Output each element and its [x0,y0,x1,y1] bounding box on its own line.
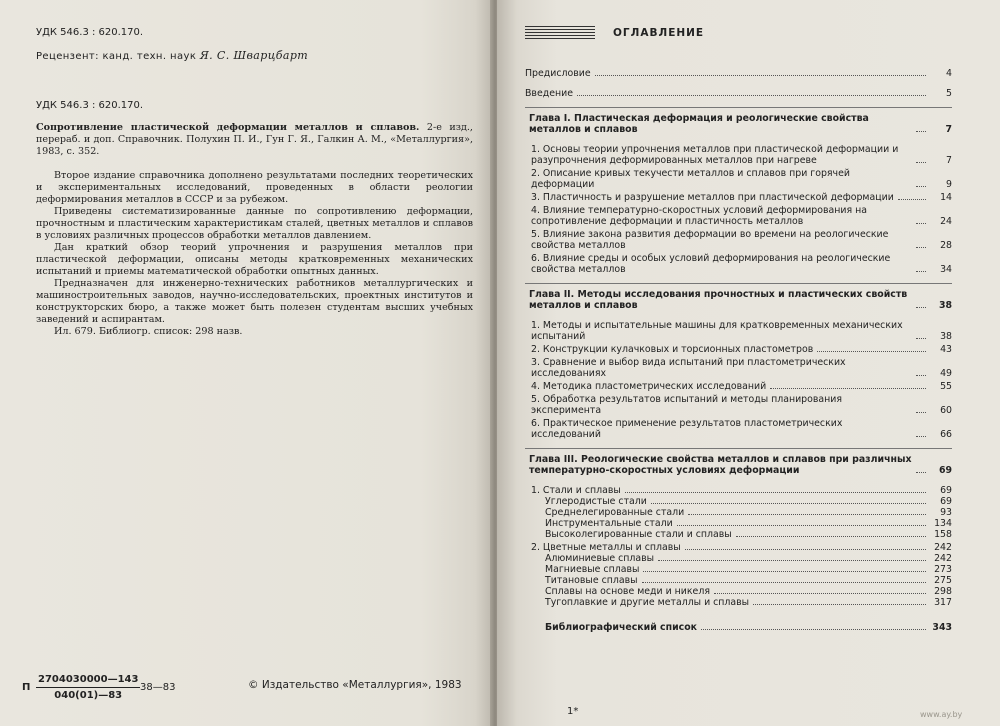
toc-leader-dots [625,492,926,493]
toc-entry-page: 5 [946,88,952,99]
toc-entry-title: Тугоплавкие и другие металлы и сплавы [545,597,750,608]
code-top: 2704030000—143 [36,672,140,688]
ornament-lines-icon [525,26,595,40]
toc-leader-dots [677,525,926,526]
toc-leader-dots [916,412,926,413]
abstract-rest: 2-е изд., перераб. и доп. Справочник. Полухин П. И., Гун Г. Я., Галкин А. М., «Металлургия», 1983, с. 352. [36,122,473,157]
code-letter: П [22,682,31,693]
toc-entry-title: 5. Обработка результатов испытаний и методы планирования эксперимента [531,394,842,416]
udk-second: УДК 546.3 : 620.170. [36,100,144,111]
toc-entry [525,597,952,608]
toc-entry-page: 273 [934,564,952,575]
toc-leader-dots [916,131,926,132]
toc-entry [525,485,952,496]
toc-entry [525,394,952,416]
toc-leader-dots [577,95,926,96]
toc-entry-page: 34 [940,264,952,275]
toc-entry [525,168,952,190]
toc-entry [525,564,952,575]
toc-entry-page: 69 [940,496,952,507]
toc-leader-dots [685,549,926,550]
toc-entry [525,107,952,135]
toc-entry-page: 134 [934,518,952,529]
toc-entry-page: 38 [938,300,952,311]
toc-entry-page: 55 [940,381,952,392]
toc-entry [525,448,952,476]
toc-entry [525,144,952,166]
toc-entry-title: 2. Описание кривых текучести металлов и сплавов при горячей деформации [531,168,850,190]
toc-entry-title: Среднелегированные стали [545,507,685,518]
toc-entry-page: 69 [938,465,952,476]
toc-entry [525,283,952,311]
toc-entry [525,68,952,79]
toc-leader-dots [736,536,926,537]
toc-entry-title: 6. Влияние среды и особых условий деформирования на реологические свойства металлов [531,253,891,275]
toc-leader-dots [916,436,926,437]
paragraph-1: Второе издание справочника дополнено результатами последних теоретических и экспериментальных исследований, проведенных в области реологии деформирования металлов в СССР и за рубежом. [36,170,473,205]
code-fraction [36,672,140,703]
toc-entry-page: 7 [945,124,952,135]
toc-entry-page: 9 [946,179,952,190]
toc-entry-title: Сплавы на основе меди и никеля [545,586,710,597]
toc-entry-title: Предисловие [525,68,591,79]
toc-leader-dots [916,338,926,339]
toc-entry-page: 93 [940,507,952,518]
paragraph-2: Приведены систематизированные данные по сопротивлению деформации, прочностным и пластическим характеристикам сталей, цветных металлов и сплавов в условиях различных процессов обработки металлов давлением. [36,206,473,241]
reviewer-line [36,49,473,63]
signature-mark: 1* [567,706,579,717]
toc-entry-title: 3. Сравнение и выбор вида испытаний при пластометрических исследованиях [531,357,846,379]
paragraph-3: Дан краткий обзор теорий упрочнения и разрушения металлов при пластической деформации, описаны методы кратковременных механических испытаний и приемы математической обработки опытных данных. [36,242,473,277]
toc-entry-page: 343 [932,622,952,633]
toc-leader-dots [817,351,926,352]
toc-entry-title: 6. Практическое применение результатов пластометрических исследований [531,418,843,440]
toc-entry [525,418,952,440]
toc-entry [525,88,952,99]
toc-entry [525,320,952,342]
toc-leader-dots [916,307,926,308]
toc-entry-page: 28 [940,240,952,251]
toc-entry [525,496,952,507]
right-page [497,0,1000,726]
toc-entry-title: Инструментальные стали [545,518,673,529]
toc-entry-title: 4. Методика пластометрических исследований [531,381,767,392]
toc-entry [525,586,952,597]
toc-entry-page: 4 [946,68,952,79]
paragraph-4: Предназначен для инженерно-технических работников металлургических и машиностроительных заводов, научно-исследовательских, проектных институтов и конструкторских бюро, а также может быть полезен студентам высших учебных заведений и аспирантам. [36,278,473,325]
toc-entry [525,229,952,251]
toc-leader-dots [714,593,926,594]
toc-header [525,26,952,40]
toc-leader-dots [642,582,926,583]
toc-leader-dots [916,186,926,187]
toc-entry [525,381,952,392]
toc-entry [525,205,952,227]
toc-leader-dots [753,604,926,605]
table-of-contents [525,68,952,633]
watermark: www.ay.by [920,710,963,719]
toc-entry-page: 242 [934,542,952,553]
left-page [0,0,495,726]
toc-entry-page: 60 [940,405,952,416]
toc-leader-dots [916,271,926,272]
toc-entry [525,344,952,355]
toc-entry-title: Титановые сплавы [545,575,638,586]
toc-leader-dots [916,247,926,248]
toc-title: ОГЛАВЛЕНИЕ [613,27,705,39]
toc-leader-dots [595,75,926,76]
toc-leader-dots [916,162,926,163]
toc-entry [525,575,952,586]
abstract [36,122,473,158]
code-bottom: 040(01)—83 [54,690,123,701]
toc-entry-page: 38 [940,331,952,342]
toc-entry-page: 317 [934,597,952,608]
toc-entry-page: 43 [940,344,952,355]
toc-entry-title: Библиографический список [545,622,698,633]
toc-entry-title: 2. Конструкции кулачковых и торсионных пластометров [531,344,814,355]
toc-entry-page: 69 [940,485,952,496]
toc-entry-page: 242 [934,553,952,564]
toc-entry [525,553,952,564]
toc-leader-dots [916,375,926,376]
toc-entry-page: 14 [940,192,952,203]
code-number: 38—83 [140,682,176,693]
toc-entry-page: 275 [934,575,952,586]
toc-entry-page: 158 [934,529,952,540]
udk-top: УДК 546.3 : 620.170. [36,27,144,38]
toc-entry-page: 66 [940,429,952,440]
toc-entry [525,192,952,203]
toc-entry-title: Глава I. Пластическая деформация и реологические свойства металлов и сплавов [529,113,869,135]
toc-entry-title: 1. Методы и испытательные машины для кратковременных механических испытаний [531,320,903,342]
reviewer-label: Рецензент: канд. техн. наук [36,51,197,62]
toc-entry-page: 24 [940,216,952,227]
toc-entry-title: Введение [525,88,573,99]
toc-entry-title: Высоколегированные стали и сплавы [545,529,732,540]
toc-leader-dots [770,388,926,389]
paragraph-5: Ил. 679. Библиогр. список: 298 назв. [54,326,243,337]
toc-entry [525,253,952,275]
toc-entry-title: 1. Основы теории упрочнения металлов при пластической деформации и разупрочнения деформированных металлов при нагреве [531,144,899,166]
toc-entry-title: Глава III. Реологические свойства металлов и сплавов при различных температурно-скоростных условиях деформации [529,454,912,476]
toc-entry-title: Алюминиевые сплавы [545,553,655,564]
toc-entry-page: 298 [934,586,952,597]
toc-entry-page: 49 [940,368,952,379]
toc-entry-title: 5. Влияние закона развития деформации во времени на реологические свойства металлов [531,229,889,251]
toc-entry-title: 4. Влияние температурно-скоростных условий деформирования на сопротивление деформации и пластичность металлов [531,205,867,227]
toc-entry-title: 1. Стали и сплавы [531,485,621,496]
toc-leader-dots [916,223,926,224]
toc-leader-dots [688,514,926,515]
toc-entry-page: 7 [946,155,952,166]
toc-leader-dots [658,560,926,561]
toc-entry [525,507,952,518]
toc-entry [525,529,952,540]
toc-entry [525,542,952,553]
toc-leader-dots [651,503,926,504]
copyright: © Издательство «Металлургия», 1983 [248,679,462,691]
toc-leader-dots [643,571,926,572]
toc-entry-title: 3. Пластичность и разрушение металлов при пластической деформации [531,192,894,203]
toc-leader-dots [898,199,926,200]
toc-entry [525,518,952,529]
toc-entry [525,357,952,379]
toc-leader-dots [701,629,926,630]
toc-entry-title: 2. Цветные металлы и сплавы [531,542,681,553]
toc-entry-title: Глава II. Методы исследования прочностных и пластических свойств металлов и сплавов [529,289,908,311]
toc-entry-title: Магниевые сплавы [545,564,640,575]
toc-entry [525,622,952,633]
reviewer-name: Я. С. Шварцбарт [199,49,309,62]
abstract-title: Сопротивление пластической деформации металлов и сплавов. [36,122,420,133]
toc-entry-title: Углеродистые стали [545,496,647,507]
toc-leader-dots [916,472,926,473]
